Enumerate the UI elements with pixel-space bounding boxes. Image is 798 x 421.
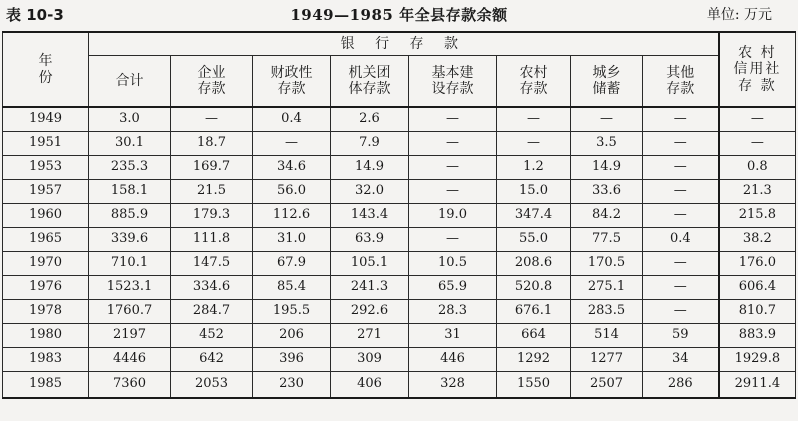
year-cell: 1965: [3, 228, 89, 252]
value-cell: 34: [643, 348, 719, 372]
value-cell: 84.2: [571, 204, 643, 228]
value-cell: 59: [643, 324, 719, 348]
value-cell: —: [409, 180, 497, 204]
value-cell: 452: [171, 324, 253, 348]
value-cell: —: [643, 252, 719, 276]
header-line: 财政性: [270, 64, 313, 81]
value-cell: 241.3: [331, 276, 409, 300]
value-cell: 810.7: [719, 300, 796, 324]
year-cell: 1949: [3, 107, 89, 132]
value-cell: 195.5: [253, 300, 331, 324]
value-cell: —: [643, 204, 719, 228]
year-cell: 1970: [3, 252, 89, 276]
year-cell: 1953: [3, 156, 89, 180]
value-cell: 143.4: [331, 204, 409, 228]
value-cell: 446: [409, 348, 497, 372]
table-row: [3, 180, 796, 204]
value-cell: 4446: [89, 348, 171, 372]
column-header-rural: [497, 56, 571, 108]
value-cell: 885.9: [89, 204, 171, 228]
value-cell: 271: [331, 324, 409, 348]
header-line: 储蓄: [592, 81, 621, 97]
rural-credit-column-header: [719, 32, 796, 107]
value-cell: 0.8: [719, 156, 796, 180]
value-cell: 38.2: [719, 228, 796, 252]
value-cell: 63.9: [331, 228, 409, 252]
year-column-header: [3, 32, 89, 107]
value-cell: —: [719, 132, 796, 156]
table-row: [3, 107, 796, 132]
value-cell: 77.5: [571, 228, 643, 252]
year-cell: 1985: [3, 372, 89, 399]
value-cell: —: [643, 132, 719, 156]
value-cell: —: [497, 132, 571, 156]
value-cell: 309: [331, 348, 409, 372]
bank-deposits-group-header: 银 行 存 款: [89, 32, 719, 56]
value-cell: 14.9: [571, 156, 643, 180]
value-cell: 339.6: [89, 228, 171, 252]
value-cell: 7360: [89, 372, 171, 399]
year-cell: 1951: [3, 132, 89, 156]
value-cell: 18.7: [171, 132, 253, 156]
value-cell: 2053: [171, 372, 253, 399]
value-cell: 514: [571, 324, 643, 348]
value-cell: 606.4: [719, 276, 796, 300]
value-cell: 33.6: [571, 180, 643, 204]
table-body: [3, 107, 796, 398]
value-cell: 2507: [571, 372, 643, 399]
header-line: 农 村: [738, 45, 777, 62]
value-cell: 34.6: [253, 156, 331, 180]
value-cell: —: [719, 107, 796, 132]
year-cell: 1983: [3, 348, 89, 372]
table-header-bar: [0, 0, 798, 30]
value-cell: 0.4: [253, 107, 331, 132]
value-cell: —: [253, 132, 331, 156]
value-cell: 286: [643, 372, 719, 399]
value-cell: 112.6: [253, 204, 331, 228]
table-row: [3, 228, 796, 252]
value-cell: 7.9: [331, 132, 409, 156]
value-cell: 396: [253, 348, 331, 372]
deposit-table: [2, 31, 796, 399]
year-cell: 1957: [3, 180, 89, 204]
value-cell: 347.4: [497, 204, 571, 228]
value-cell: 284.7: [171, 300, 253, 324]
value-cell: 406: [331, 372, 409, 399]
value-cell: —: [409, 107, 497, 132]
value-cell: 30.1: [89, 132, 171, 156]
value-cell: 105.1: [331, 252, 409, 276]
year-cell: 1980: [3, 324, 89, 348]
header-line: 机关团: [348, 64, 391, 81]
value-cell: 676.1: [497, 300, 571, 324]
value-cell: 85.4: [253, 276, 331, 300]
value-cell: —: [497, 107, 571, 132]
header-line: 存款: [197, 81, 226, 97]
value-cell: 1277: [571, 348, 643, 372]
value-cell: —: [409, 132, 497, 156]
column-header-savings: [571, 56, 643, 108]
value-cell: 710.1: [89, 252, 171, 276]
year-cell: 1960: [3, 204, 89, 228]
column-header-other: [643, 56, 719, 108]
value-cell: 208.6: [497, 252, 571, 276]
header-line: 设存款: [431, 81, 474, 97]
table-row: [3, 252, 796, 276]
value-cell: 21.3: [719, 180, 796, 204]
value-cell: —: [643, 107, 719, 132]
table-row: [3, 348, 796, 372]
value-cell: 334.6: [171, 276, 253, 300]
year-cell: 1978: [3, 300, 89, 324]
value-cell: 215.8: [719, 204, 796, 228]
column-header-fiscal: [253, 56, 331, 108]
value-cell: —: [171, 107, 253, 132]
value-cell: 147.5: [171, 252, 253, 276]
table-row: [3, 204, 796, 228]
value-cell: 1292: [497, 348, 571, 372]
bank-subcolumn-header-row: [3, 56, 796, 108]
value-cell: —: [571, 107, 643, 132]
table-row: [3, 156, 796, 180]
value-cell: 1760.7: [89, 300, 171, 324]
value-cell: 1550: [497, 372, 571, 399]
value-cell: 1523.1: [89, 276, 171, 300]
column-header-institution: [331, 56, 409, 108]
header-line: 信用社: [733, 61, 782, 78]
value-cell: 235.3: [89, 156, 171, 180]
value-cell: 1.2: [497, 156, 571, 180]
table-title: 1949—1985 年全县存款余额: [290, 6, 508, 24]
year-header-line: 年: [38, 53, 53, 70]
value-cell: 15.0: [497, 180, 571, 204]
value-cell: 56.0: [253, 180, 331, 204]
table-row: [3, 132, 796, 156]
value-cell: 0.4: [643, 228, 719, 252]
table-number: 表 10-3: [6, 6, 64, 24]
table-row: [3, 276, 796, 300]
value-cell: 3.5: [571, 132, 643, 156]
year-header-line: 份: [38, 69, 53, 86]
value-cell: 28.3: [409, 300, 497, 324]
value-cell: 283.5: [571, 300, 643, 324]
value-cell: 520.8: [497, 276, 571, 300]
value-cell: 67.9: [253, 252, 331, 276]
column-header-capital-construction: [409, 56, 497, 108]
header-line: 合计: [115, 72, 144, 89]
header-line: 体存款: [348, 81, 391, 97]
header-line: 存 款: [738, 77, 777, 94]
value-cell: 292.6: [331, 300, 409, 324]
unit-label: 单位: 万元: [706, 7, 772, 23]
table-row: [3, 324, 796, 348]
value-cell: 21.5: [171, 180, 253, 204]
value-cell: 3.0: [89, 107, 171, 132]
header-line: 存款: [277, 81, 306, 97]
header-line: 农村: [519, 64, 548, 81]
value-cell: 170.5: [571, 252, 643, 276]
value-cell: 2.6: [331, 107, 409, 132]
value-cell: —: [409, 228, 497, 252]
value-cell: 206: [253, 324, 331, 348]
value-cell: 2197: [89, 324, 171, 348]
value-cell: 111.8: [171, 228, 253, 252]
value-cell: 31: [409, 324, 497, 348]
value-cell: 55.0: [497, 228, 571, 252]
value-cell: 19.0: [409, 204, 497, 228]
value-cell: 642: [171, 348, 253, 372]
table-row: [3, 300, 796, 324]
header-line: 存款: [519, 81, 548, 97]
value-cell: 32.0: [331, 180, 409, 204]
value-cell: 31.0: [253, 228, 331, 252]
column-header-total: [89, 56, 171, 108]
value-cell: 65.9: [409, 276, 497, 300]
value-cell: 14.9: [331, 156, 409, 180]
header-line: 城乡: [592, 64, 621, 81]
column-header-enterprise: [171, 56, 253, 108]
value-cell: 664: [497, 324, 571, 348]
value-cell: 176.0: [719, 252, 796, 276]
value-cell: 169.7: [171, 156, 253, 180]
value-cell: 328: [409, 372, 497, 399]
value-cell: 158.1: [89, 180, 171, 204]
header-line: 基本建: [431, 64, 474, 81]
header-line: 企业: [197, 64, 226, 81]
value-cell: 230: [253, 372, 331, 399]
value-cell: 883.9: [719, 324, 796, 348]
value-cell: 275.1: [571, 276, 643, 300]
value-cell: 10.5: [409, 252, 497, 276]
table-row: [3, 372, 796, 399]
header-line: 存款: [666, 81, 695, 97]
year-cell: 1976: [3, 276, 89, 300]
value-cell: 179.3: [171, 204, 253, 228]
value-cell: —: [643, 180, 719, 204]
value-cell: —: [409, 156, 497, 180]
value-cell: —: [643, 276, 719, 300]
value-cell: 1929.8: [719, 348, 796, 372]
header-line: 其他: [666, 64, 695, 81]
value-cell: —: [643, 156, 719, 180]
value-cell: —: [643, 300, 719, 324]
value-cell: 2911.4: [719, 372, 796, 399]
